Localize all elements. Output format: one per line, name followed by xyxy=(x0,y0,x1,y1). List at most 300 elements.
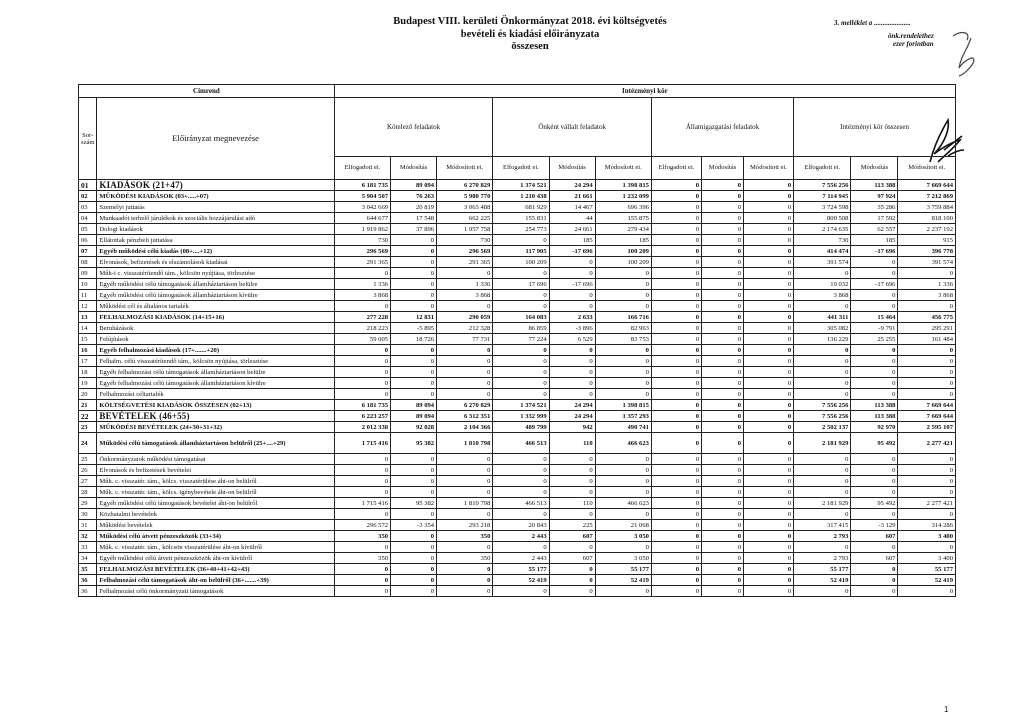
value-cell: 279 434 xyxy=(595,224,651,235)
value-cell: 0 xyxy=(702,498,744,509)
row-number: 18 xyxy=(79,367,97,378)
value-cell: 0 xyxy=(391,367,437,378)
value-cell: 2 277 421 xyxy=(898,498,956,509)
value-cell: 164 083 xyxy=(493,312,549,323)
value-cell: 1 398 815 xyxy=(595,180,651,191)
value-cell: 0 xyxy=(651,213,701,224)
value-cell: 0 xyxy=(334,367,390,378)
value-cell: 0 xyxy=(702,323,744,334)
value-cell: 1 210 438 xyxy=(493,191,549,202)
value-cell: 0 xyxy=(743,575,793,586)
value-cell: 607 xyxy=(549,553,595,564)
header-row-1 xyxy=(79,85,956,98)
row-label: Felhalmozási céltartalék xyxy=(97,389,334,400)
table-row xyxy=(79,235,956,246)
value-cell: 0 xyxy=(493,465,549,476)
value-cell: 915 xyxy=(898,235,956,246)
value-cell: 0 xyxy=(493,586,549,597)
value-cell: 3 868 xyxy=(437,290,493,301)
row-number: 08 xyxy=(79,257,97,268)
value-cell: 17 592 xyxy=(851,213,898,224)
row-label: FELHALMOZÁSI KIADÁSOK (14+15+16) xyxy=(97,312,334,323)
value-cell: 0 xyxy=(391,542,437,553)
value-cell: 0 xyxy=(549,476,595,487)
header-group-osszesen: Intézményi kör összesen xyxy=(794,98,956,157)
value-cell: 0 xyxy=(851,509,898,520)
table-row xyxy=(79,454,956,465)
value-cell: 0 xyxy=(651,290,701,301)
value-cell: 2 104 366 xyxy=(437,422,493,433)
value-cell: 2 443 xyxy=(493,553,549,564)
value-cell: 7 556 256 xyxy=(794,411,851,422)
value-cell: 0 xyxy=(794,356,851,367)
value-cell: 55 177 xyxy=(898,564,956,575)
value-cell: 0 xyxy=(702,224,744,235)
value-cell: 0 xyxy=(437,487,493,498)
value-cell: 0 xyxy=(851,345,898,356)
row-label: Elvonások és befizetések bevételei xyxy=(97,465,334,476)
value-cell: 0 xyxy=(549,564,595,575)
value-cell: 100 209 xyxy=(595,246,651,257)
value-cell: 391 574 xyxy=(898,257,956,268)
value-cell: 0 xyxy=(743,389,793,400)
value-cell: 7 669 644 xyxy=(898,411,956,422)
value-cell: 0 xyxy=(549,454,595,465)
row-label: Műk. c. visszatér. tám., kölcs. igénybevétele áht-on belülről xyxy=(97,487,334,498)
value-cell: 2 174 635 xyxy=(794,224,851,235)
value-cell: 6 529 xyxy=(549,334,595,345)
value-cell: 0 xyxy=(702,531,744,542)
row-label: Műk-i c. visszatérítendő tám., kölcsön nyújtása, törlesztése xyxy=(97,268,334,279)
value-cell: -3 896 xyxy=(549,323,595,334)
table-row xyxy=(79,465,956,476)
value-cell: 2 793 xyxy=(794,553,851,564)
value-cell: 0 xyxy=(743,246,793,257)
row-label: Dologi kiadások xyxy=(97,224,334,235)
value-cell: 92 028 xyxy=(391,422,437,433)
value-cell: 185 xyxy=(549,235,595,246)
value-cell: 24 294 xyxy=(549,400,595,411)
row-label: BEVÉTELEK (46+55) xyxy=(97,411,334,422)
value-cell: 1 336 xyxy=(334,279,390,290)
value-cell: -3 129 xyxy=(851,520,898,531)
row-label: Műk. c. visszatér. tám., kölcsön visszatérülése áht-on kívülről xyxy=(97,542,334,553)
value-cell: 24 294 xyxy=(549,180,595,191)
value-cell: 155 875 xyxy=(595,213,651,224)
title-line-3: összesen xyxy=(511,41,549,52)
value-cell: 0 xyxy=(651,301,701,312)
row-number: 36 xyxy=(79,586,97,597)
value-cell: 291 365 xyxy=(437,257,493,268)
row-number: 19 xyxy=(79,378,97,389)
value-cell: 0 xyxy=(898,465,956,476)
row-label: Egyéb működési célú átvett pénzeszközök áht-on kívülről xyxy=(97,553,334,564)
value-cell: 0 xyxy=(595,290,651,301)
value-cell: 0 xyxy=(334,389,390,400)
value-cell: 100 209 xyxy=(493,257,549,268)
row-number: 32 xyxy=(79,531,97,542)
value-cell: 730 xyxy=(794,235,851,246)
value-cell: 0 xyxy=(493,542,549,553)
value-cell: 0 xyxy=(898,509,956,520)
value-cell: 0 xyxy=(651,191,701,202)
value-cell: 89 094 xyxy=(391,400,437,411)
value-cell: 607 xyxy=(851,553,898,564)
header-cimrend: Cimrend xyxy=(79,85,335,98)
value-cell: 0 xyxy=(391,356,437,367)
row-label: Munkaadót terhelő járulékok és szociális hozzájárulási adó xyxy=(97,213,334,224)
value-cell: 82 963 xyxy=(595,323,651,334)
value-cell: 0 xyxy=(549,465,595,476)
row-label: Egyéb felhalmozási célú támogatások államháztartáson kívülre xyxy=(97,378,334,389)
value-cell: 6 312 351 xyxy=(437,411,493,422)
value-cell: 2 502 137 xyxy=(794,422,851,433)
value-cell: 0 xyxy=(334,378,390,389)
value-cell: 2 595 107 xyxy=(898,422,956,433)
value-cell: 0 xyxy=(702,389,744,400)
table-row xyxy=(79,575,956,586)
row-number: 21 xyxy=(79,400,97,411)
table-row xyxy=(79,487,956,498)
value-cell: 0 xyxy=(651,235,701,246)
value-cell: 0 xyxy=(391,290,437,301)
regulation-reference xyxy=(888,32,934,48)
value-cell: 0 xyxy=(851,465,898,476)
value-cell: 305 082 xyxy=(794,323,851,334)
value-cell: 2 633 xyxy=(549,312,595,323)
value-cell: 110 xyxy=(549,498,595,509)
value-cell: 0 xyxy=(702,575,744,586)
value-cell: 0 xyxy=(651,575,701,586)
table-row xyxy=(79,202,956,213)
value-cell: 0 xyxy=(851,542,898,553)
table-row xyxy=(79,312,956,323)
value-cell: 466 513 xyxy=(493,498,549,509)
value-cell: 0 xyxy=(898,345,956,356)
value-cell: 0 xyxy=(851,487,898,498)
value-cell: 0 xyxy=(702,202,744,213)
value-cell: 0 xyxy=(549,290,595,301)
row-number: 26 xyxy=(79,465,97,476)
value-cell: 0 xyxy=(851,356,898,367)
value-cell: 62 557 xyxy=(851,224,898,235)
row-number: 36 xyxy=(79,575,97,586)
value-cell: 0 xyxy=(651,509,701,520)
value-cell: 77 731 xyxy=(437,334,493,345)
value-cell: 6 270 829 xyxy=(437,400,493,411)
row-label: Egyéb működési célú kiadás (08+....+12) xyxy=(97,246,334,257)
value-cell: 0 xyxy=(794,487,851,498)
value-cell: 0 xyxy=(334,301,390,312)
row-number: 20 xyxy=(79,389,97,400)
value-cell: 0 xyxy=(651,400,701,411)
subheader-1-1: Elfogadott ei. xyxy=(334,157,390,180)
value-cell: 730 xyxy=(437,235,493,246)
value-cell: 0 xyxy=(334,268,390,279)
value-cell: 37 896 xyxy=(391,224,437,235)
value-cell: 396 778 xyxy=(898,246,956,257)
value-cell: 0 xyxy=(549,575,595,586)
value-cell: 0 xyxy=(437,345,493,356)
value-cell: 0 xyxy=(651,422,701,433)
row-number: 07 xyxy=(79,246,97,257)
value-cell: 290 059 xyxy=(437,312,493,323)
value-cell: 0 xyxy=(743,586,793,597)
row-number: 03 xyxy=(79,202,97,213)
document-title xyxy=(250,16,810,54)
row-number: 14 xyxy=(79,323,97,334)
value-cell: 0 xyxy=(651,202,701,213)
value-cell: 7 669 644 xyxy=(898,180,956,191)
row-number: 17 xyxy=(79,356,97,367)
value-cell: 18 726 xyxy=(391,334,437,345)
value-cell: 0 xyxy=(391,268,437,279)
value-cell: 0 xyxy=(595,465,651,476)
value-cell: 0 xyxy=(493,268,549,279)
value-cell: 0 xyxy=(702,235,744,246)
value-cell: 441 311 xyxy=(794,312,851,323)
value-cell: 0 xyxy=(851,290,898,301)
row-number: 30 xyxy=(79,509,97,520)
row-label: Elvonások, befizetések és elszámolások kiadásai xyxy=(97,257,334,268)
row-number: 04 xyxy=(79,213,97,224)
value-cell: 0 xyxy=(794,378,851,389)
value-cell: 0 xyxy=(743,520,793,531)
table-row xyxy=(79,180,956,191)
row-number: 16 xyxy=(79,345,97,356)
value-cell: 3 868 xyxy=(794,290,851,301)
header-group-kotelezo: Kötelező feladatok xyxy=(334,98,493,157)
value-cell: 0 xyxy=(851,476,898,487)
value-cell: 0 xyxy=(437,268,493,279)
header-group-allamigazgatasi: Államigazgatási feladatok xyxy=(651,98,793,157)
value-cell: 0 xyxy=(651,564,701,575)
value-cell: 97 924 xyxy=(851,191,898,202)
value-cell: -5 895 xyxy=(391,323,437,334)
table-row xyxy=(79,378,956,389)
table-row xyxy=(79,246,956,257)
row-label: Műk. c. visszatér. tám., kölcs. visszatérülése áht-on belülről xyxy=(97,476,334,487)
header-row-2 xyxy=(79,98,956,157)
value-cell: 0 xyxy=(743,564,793,575)
table-row xyxy=(79,476,956,487)
value-cell: 95 382 xyxy=(391,433,437,454)
table-row xyxy=(79,586,956,597)
value-cell: 5 904 507 xyxy=(334,191,390,202)
value-cell: 21 068 xyxy=(595,520,651,531)
value-cell: 225 xyxy=(549,520,595,531)
value-cell: 0 xyxy=(702,487,744,498)
value-cell: 0 xyxy=(391,345,437,356)
row-label: Egyéb működési célú támogatások bevételei áht-on belülről xyxy=(97,498,334,509)
row-number: 23 xyxy=(79,422,97,433)
subheader-2-1: Elfogadott ei. xyxy=(493,157,549,180)
value-cell: 696 396 xyxy=(595,202,651,213)
value-cell: 55 177 xyxy=(794,564,851,575)
value-cell: 0 xyxy=(651,246,701,257)
value-cell: 0 xyxy=(743,422,793,433)
value-cell: 0 xyxy=(391,553,437,564)
value-cell: 466 623 xyxy=(595,498,651,509)
value-cell: 0 xyxy=(651,586,701,597)
value-cell: 52 419 xyxy=(493,575,549,586)
value-cell: 0 xyxy=(743,235,793,246)
subheader-2-3: Módosított ei. xyxy=(595,157,651,180)
value-cell: 293 218 xyxy=(437,520,493,531)
value-cell: 20 819 xyxy=(391,202,437,213)
value-cell: 136 229 xyxy=(794,334,851,345)
value-cell: 0 xyxy=(549,389,595,400)
value-cell: 55 177 xyxy=(493,564,549,575)
regulation-reference-line-1: önk.rendelethez xyxy=(888,32,934,40)
value-cell: 76 263 xyxy=(391,191,437,202)
value-cell: 95 492 xyxy=(851,433,898,454)
value-cell: 7 556 256 xyxy=(794,180,851,191)
row-number: 25 xyxy=(79,454,97,465)
title-line-1: Budapest VIII. kerületi Önkormányzat 2018. évi költségvetés xyxy=(393,16,667,27)
row-number: 24 xyxy=(79,433,97,454)
value-cell: 21 661 xyxy=(549,191,595,202)
table-row xyxy=(79,301,956,312)
value-cell: 0 xyxy=(493,509,549,520)
value-cell: 0 xyxy=(898,389,956,400)
value-cell: 607 xyxy=(851,531,898,542)
value-cell: 3 050 xyxy=(595,531,651,542)
value-cell: 0 xyxy=(391,487,437,498)
row-label: Működési cél és általános tartalék xyxy=(97,301,334,312)
table-row xyxy=(79,367,956,378)
value-cell: 0 xyxy=(549,345,595,356)
table-row xyxy=(79,433,956,454)
value-cell: 0 xyxy=(851,389,898,400)
value-cell: 0 xyxy=(851,564,898,575)
value-cell: 350 xyxy=(334,553,390,564)
value-cell: 14 467 xyxy=(549,202,595,213)
value-cell: 0 xyxy=(549,356,595,367)
value-cell: 0 xyxy=(743,334,793,345)
table-row xyxy=(79,279,956,290)
value-cell: 0 xyxy=(794,586,851,597)
value-cell: 0 xyxy=(702,433,744,454)
value-cell: 113 388 xyxy=(851,180,898,191)
value-cell: 2 443 xyxy=(493,531,549,542)
value-cell: 0 xyxy=(743,356,793,367)
row-label: FELHALMOZÁSI BEVÉTELEK (36+40+41+42+43) xyxy=(97,564,334,575)
value-cell: 1 957 758 xyxy=(437,224,493,235)
value-cell: 0 xyxy=(493,476,549,487)
row-label: Felhalmozási célú önkormányzati támogatások xyxy=(97,586,334,597)
value-cell: 607 xyxy=(549,531,595,542)
row-number: 33 xyxy=(79,542,97,553)
subheader-1-3: Módosított ei. xyxy=(437,157,493,180)
value-cell: 0 xyxy=(898,542,956,553)
value-cell: -17 696 xyxy=(549,279,595,290)
value-cell: 0 xyxy=(391,575,437,586)
value-cell: 1 810 798 xyxy=(437,498,493,509)
value-cell: 1 232 099 xyxy=(595,191,651,202)
value-cell: 0 xyxy=(651,356,701,367)
value-cell: 155 831 xyxy=(493,213,549,224)
value-cell: 218 223 xyxy=(334,323,390,334)
value-cell: 0 xyxy=(702,345,744,356)
value-cell: 0 xyxy=(743,411,793,422)
value-cell: 0 xyxy=(595,454,651,465)
row-label: Beruházások xyxy=(97,323,334,334)
value-cell: 100 209 xyxy=(595,257,651,268)
row-label: Közhatalmi bevételek xyxy=(97,509,334,520)
row-label: Ellátottak pénzbeli juttatása xyxy=(97,235,334,246)
value-cell: 0 xyxy=(595,586,651,597)
value-cell: 77 224 xyxy=(493,334,549,345)
value-cell: 0 xyxy=(595,487,651,498)
value-cell: 350 xyxy=(437,531,493,542)
value-cell: 414 474 xyxy=(794,246,851,257)
value-cell: 277 228 xyxy=(334,312,390,323)
row-label: Működési célú átvett pénzeszközök (33+34) xyxy=(97,531,334,542)
value-cell: 0 xyxy=(595,279,651,290)
value-cell: 0 xyxy=(391,235,437,246)
value-cell: 0 xyxy=(549,268,595,279)
subheader-4-3: Módosított ei. xyxy=(898,157,956,180)
value-cell: 0 xyxy=(702,476,744,487)
table-row xyxy=(79,191,956,202)
table-row xyxy=(79,290,956,301)
value-cell: 59 005 xyxy=(334,334,390,345)
value-cell: 20 843 xyxy=(493,520,549,531)
value-cell: 0 xyxy=(702,356,744,367)
value-cell: 0 xyxy=(743,301,793,312)
value-cell: 0 xyxy=(437,586,493,597)
value-cell: 0 xyxy=(334,542,390,553)
header-intezmenyi-kor: Intézményi kör xyxy=(334,85,955,98)
table-row xyxy=(79,400,956,411)
value-cell: 942 xyxy=(549,422,595,433)
value-cell: 0 xyxy=(702,367,744,378)
row-label: Egyéb felhalmozási kiadások (17+.......+20) xyxy=(97,345,334,356)
value-cell: 0 xyxy=(743,180,793,191)
value-cell: 0 xyxy=(702,301,744,312)
value-cell: 0 xyxy=(794,268,851,279)
row-label: KÖLTSÉGVETÉSI KIADÁSOK ÖSSZESEN (02+13) xyxy=(97,400,334,411)
value-cell: 6 181 735 xyxy=(334,180,390,191)
value-cell: 0 xyxy=(595,509,651,520)
value-cell: 0 xyxy=(595,389,651,400)
value-cell: 456 775 xyxy=(898,312,956,323)
value-cell: 350 xyxy=(334,531,390,542)
value-cell: 0 xyxy=(702,586,744,597)
value-cell: 296 569 xyxy=(437,246,493,257)
value-cell: 0 xyxy=(743,487,793,498)
value-cell: 0 xyxy=(493,290,549,301)
title-line-2: bevételi és kiadási előirányzata xyxy=(460,28,600,40)
budget-table xyxy=(78,84,956,597)
value-cell: 0 xyxy=(743,323,793,334)
value-cell: 0 xyxy=(794,476,851,487)
value-cell: 0 xyxy=(794,345,851,356)
value-cell: 0 xyxy=(702,400,744,411)
value-cell: 0 xyxy=(743,279,793,290)
value-cell: 0 xyxy=(794,389,851,400)
value-cell: 0 xyxy=(794,465,851,476)
value-cell: 0 xyxy=(702,422,744,433)
value-cell: 86 859 xyxy=(493,323,549,334)
value-cell: 0 xyxy=(898,301,956,312)
value-cell: 3 868 xyxy=(334,290,390,301)
value-cell: 0 xyxy=(595,476,651,487)
subheader-3-1: Elfogadott ei. xyxy=(651,157,701,180)
table-row xyxy=(79,509,956,520)
row-number: 22 xyxy=(79,411,97,422)
